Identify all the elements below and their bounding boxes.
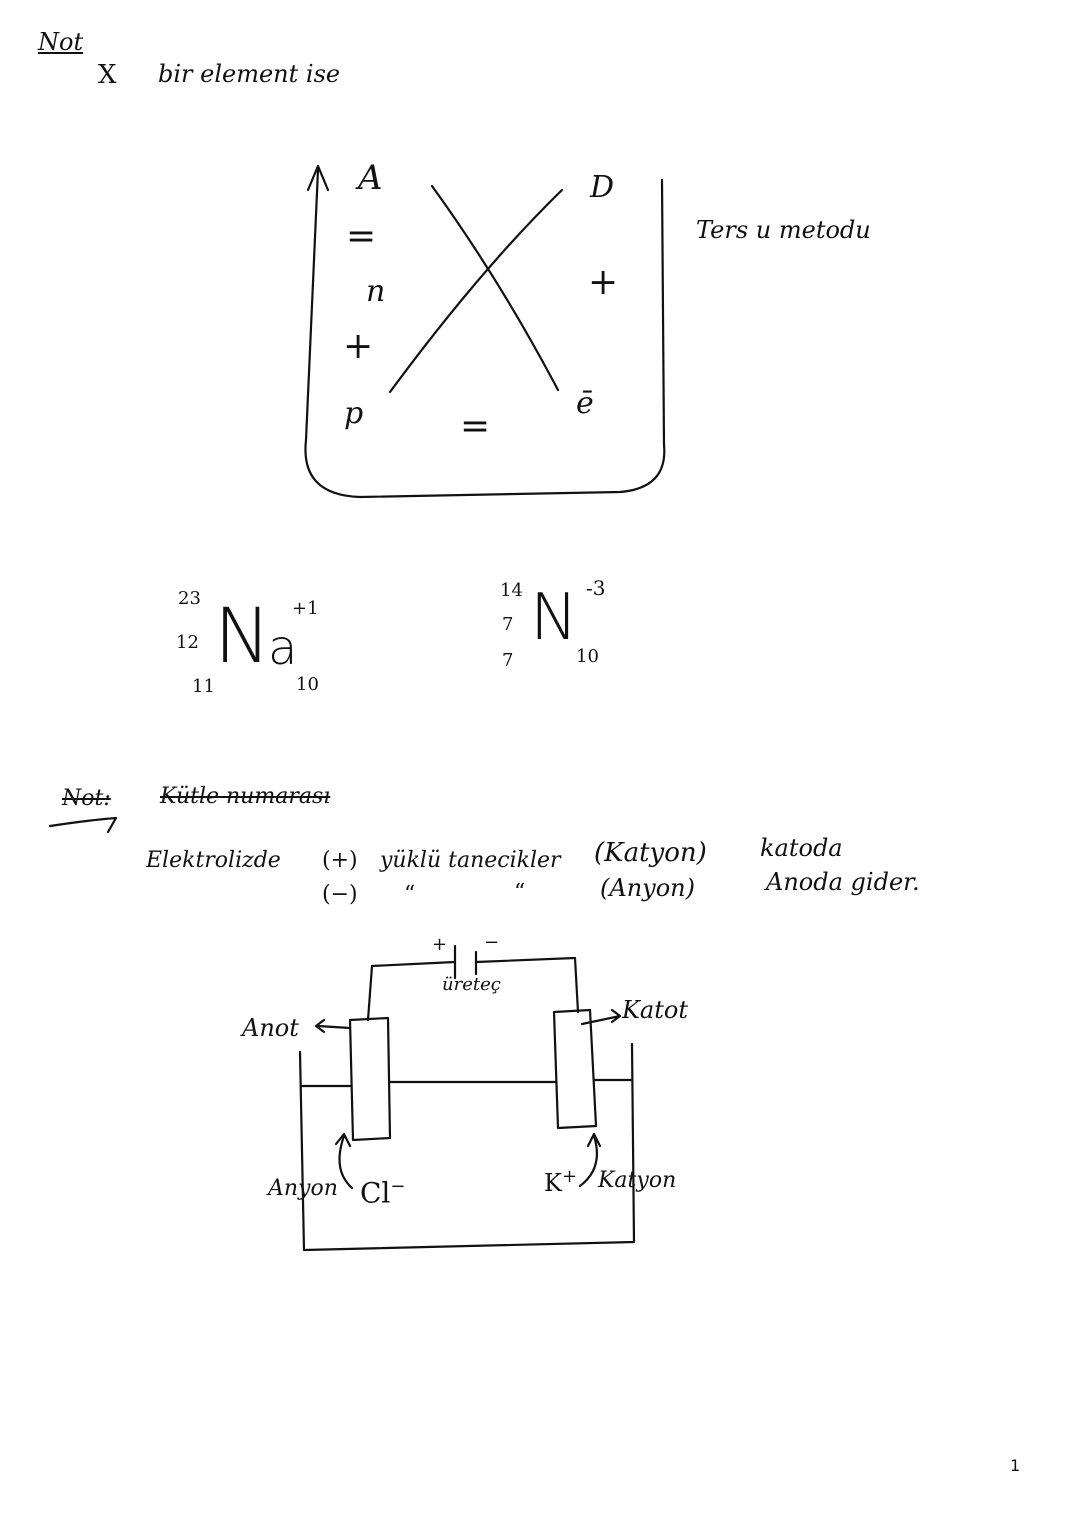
nitrogen-electron-count: 10 xyxy=(576,646,599,667)
potassium-charge: + xyxy=(561,1166,578,1187)
anion-destination: Anoda gider. xyxy=(766,868,920,896)
cation-arrow xyxy=(580,1134,600,1186)
charged-particles-text: yüklü tanecikler xyxy=(380,848,561,873)
note2-underline xyxy=(50,818,116,832)
page-number: 1 xyxy=(1010,1456,1021,1475)
ditto-mark-1: “ xyxy=(404,882,416,907)
cross-line-1 xyxy=(432,186,558,390)
method-a: A xyxy=(358,158,383,198)
method-label: Ters u metodu xyxy=(696,216,871,244)
negative-sign: (−) xyxy=(322,882,358,907)
power-source-label: üreteç xyxy=(442,974,501,995)
nitrogen-symbol: N xyxy=(530,581,578,655)
method-d: D xyxy=(590,170,615,205)
battery-plus: + xyxy=(432,934,448,955)
method-e: ē xyxy=(576,386,594,421)
sodium-symbol-a: a xyxy=(268,620,298,676)
note2-struck-text: Kütle numarası xyxy=(160,784,331,809)
sodium-charge: +1 xyxy=(292,598,319,619)
method-plus-2: + xyxy=(588,262,619,303)
ditto-mark-2: “ xyxy=(514,880,526,905)
method-equals-1: = xyxy=(346,216,377,257)
cation-type: (Katyon) xyxy=(594,838,707,868)
note2-heading: Not: xyxy=(62,786,111,811)
cross-line-2 xyxy=(390,190,562,392)
chloride-ion xyxy=(360,1176,405,1209)
chloride-charge: − xyxy=(390,1176,406,1197)
potassium-symbol: K xyxy=(544,1169,562,1197)
nitrogen-charge: -3 xyxy=(586,576,606,600)
element-note-text: bir element ise xyxy=(158,60,341,88)
method-plus-1: + xyxy=(343,326,374,367)
sodium-symbol-n: N xyxy=(214,591,271,680)
method-p: p xyxy=(344,396,364,431)
cathode-electrode xyxy=(554,1010,596,1128)
nitrogen-neutron-count: 7 xyxy=(502,614,514,635)
anion-arrow xyxy=(336,1134,352,1188)
cathode-label: Katot xyxy=(622,996,688,1024)
anode-label: Anot xyxy=(242,1014,299,1042)
electrolysis-label: Elektrolizde xyxy=(146,848,281,873)
anode-arrow xyxy=(316,1020,350,1032)
battery-minus: − xyxy=(484,932,500,953)
cathode-arrow xyxy=(582,1010,620,1024)
anode-electrode xyxy=(350,1018,390,1140)
sodium-mass-number: 23 xyxy=(178,588,201,609)
sodium-proton-count: 11 xyxy=(192,676,215,697)
anion-label: Anyon xyxy=(268,1176,338,1201)
nitrogen-proton-count: 7 xyxy=(502,650,514,671)
note-heading: Not xyxy=(38,28,84,56)
element-symbol-x: X xyxy=(98,60,117,90)
cation-destination: katoda xyxy=(760,834,843,862)
chloride-symbol: Cl xyxy=(360,1176,391,1210)
potassium-ion xyxy=(544,1166,577,1197)
nitrogen-mass-number: 14 xyxy=(500,580,523,601)
positive-sign: (+) xyxy=(322,848,358,873)
cation-label: Katyon xyxy=(598,1168,677,1193)
method-equals-2: = xyxy=(460,406,491,447)
anion-type: (Anyon) xyxy=(600,874,695,902)
method-n: n xyxy=(366,274,386,309)
sodium-electron-count: 10 xyxy=(296,674,319,695)
sodium-neutron-count: 12 xyxy=(176,632,199,653)
